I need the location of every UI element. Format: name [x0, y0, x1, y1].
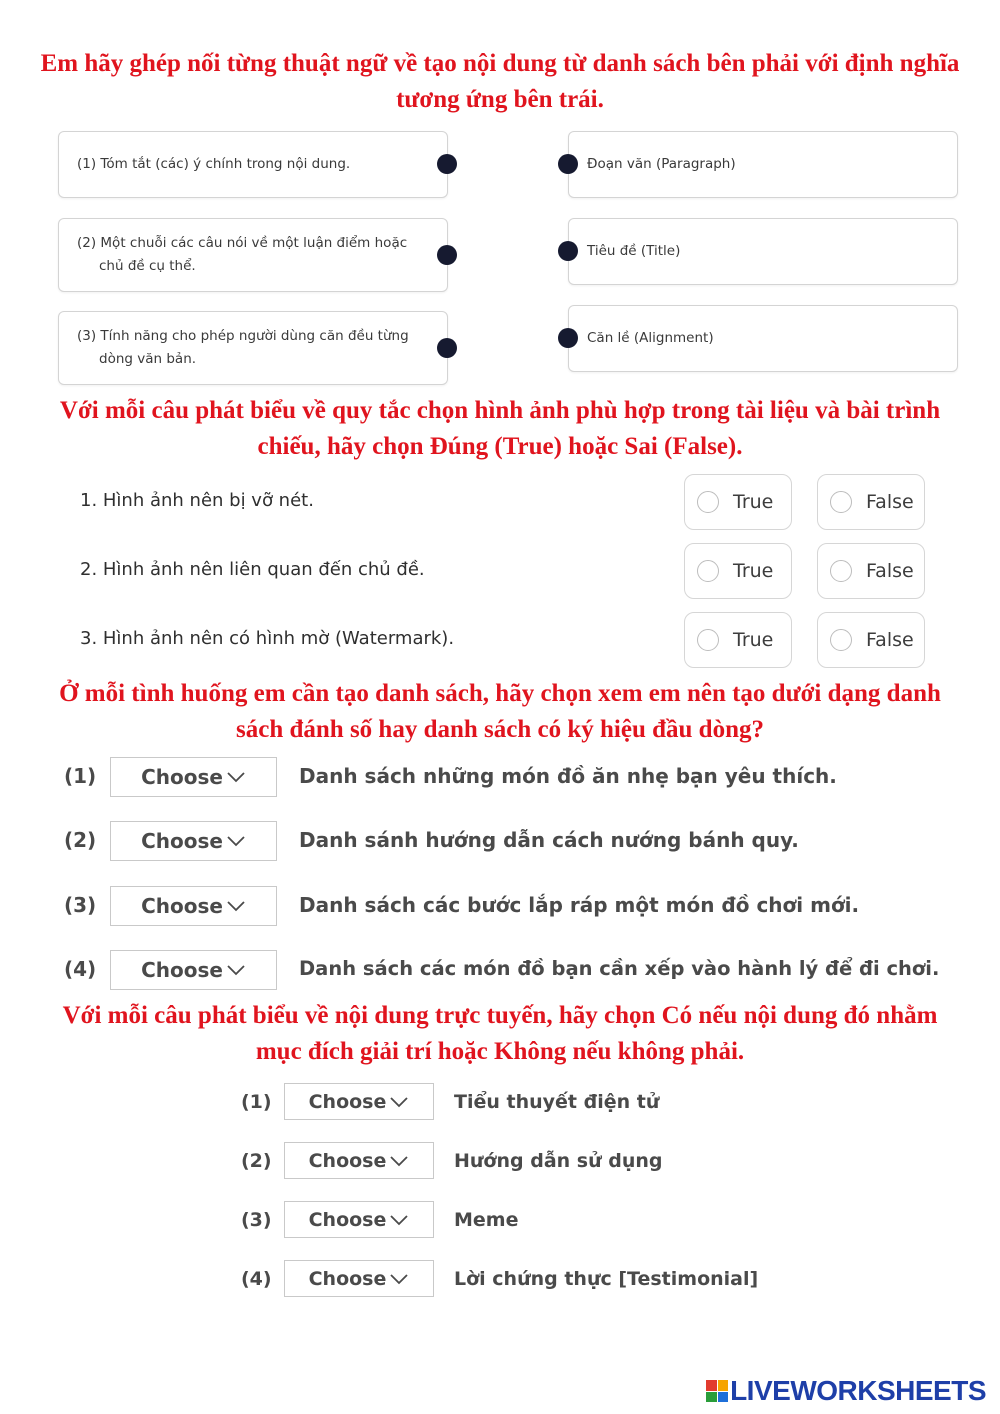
false-label: False	[866, 629, 914, 651]
item-text: Lời chứng thực [Testimonial]	[454, 1268, 759, 1290]
choose-dropdown-2[interactable]	[110, 821, 277, 861]
item-number: (4)	[64, 957, 97, 981]
tf-statement-2: 2. Hình ảnh nên liên quan đến chủ đề.	[80, 559, 425, 580]
section3-heading: Ở mỗi tình huống em cần tạo danh sách, hãy chọn xem em nên tạo dưới dạng danh sách đánh số hay danh sách có ký hiệu đầu dòng?	[59, 680, 941, 743]
radio-icon	[697, 629, 719, 651]
choose-dropdown-4[interactable]	[110, 950, 277, 990]
match-right-text: Căn lề (Alignment)	[587, 330, 714, 346]
match-right-item-1[interactable]	[568, 131, 958, 198]
true-button-2[interactable]	[684, 543, 792, 599]
match-left-text: (1) Tóm tắt (các) ý chính trong nội dung.	[77, 156, 351, 172]
chevron-down-icon	[389, 1272, 409, 1286]
item-number: (1)	[64, 764, 97, 788]
true-button-1[interactable]	[684, 474, 792, 530]
chevron-down-icon	[226, 899, 246, 913]
item-text: Tiểu thuyết điện tử	[454, 1091, 660, 1113]
logo-square	[718, 1392, 729, 1403]
logo-square	[706, 1392, 717, 1403]
radio-icon	[830, 491, 852, 513]
choose-label: Choose	[141, 765, 223, 789]
item-number: (4)	[241, 1268, 272, 1290]
match-left-item-2[interactable]	[58, 218, 448, 292]
radio-icon	[830, 560, 852, 582]
match-left-dot-3[interactable]	[437, 338, 457, 358]
item-number: (2)	[241, 1150, 272, 1172]
true-label: True	[733, 491, 774, 513]
chevron-down-icon	[389, 1154, 409, 1168]
match-left-item-3[interactable]	[58, 311, 448, 385]
choose-dropdown-6[interactable]	[284, 1142, 434, 1179]
item-text: Danh sách những món đồ ăn nhẹ bạn yêu thích.	[299, 764, 837, 788]
true-label: True	[733, 560, 774, 582]
item-number: (3)	[241, 1209, 272, 1231]
choose-dropdown-7[interactable]	[284, 1201, 434, 1238]
true-label: True	[733, 629, 774, 651]
choose-label: Choose	[308, 1149, 387, 1172]
false-label: False	[866, 560, 914, 582]
item-text: Danh sách các bước lắp ráp một món đồ chơi mới.	[299, 893, 860, 917]
match-right-text: Đoạn văn (Paragraph)	[587, 156, 736, 172]
choose-label: Choose	[141, 894, 223, 918]
false-button-3[interactable]	[817, 612, 925, 668]
radio-icon	[697, 491, 719, 513]
logo-mark-icon	[706, 1380, 728, 1402]
logo-square	[706, 1380, 717, 1391]
match-right-text: Tiêu đề (Title)	[587, 243, 681, 259]
false-label: False	[866, 491, 914, 513]
match-left-text: (3) Tính năng cho phép người dùng căn đều từng dòng văn bản.	[77, 328, 409, 367]
radio-icon	[830, 629, 852, 651]
match-left-dot-2[interactable]	[437, 245, 457, 265]
item-number: (1)	[241, 1091, 272, 1113]
logo-text: LIVEWORKSHEETS	[730, 1375, 986, 1406]
chevron-down-icon	[389, 1095, 409, 1109]
item-number: (3)	[64, 893, 97, 917]
false-button-1[interactable]	[817, 474, 925, 530]
choose-dropdown-3[interactable]	[110, 886, 277, 926]
match-right-item-3[interactable]	[568, 305, 958, 372]
choose-label: Choose	[141, 829, 223, 853]
section4-heading: Với mỗi câu phát biểu về nội dung trực tuyến, hãy chọn Có nếu nội dung đó nhằm mục đích giải trí hoặc Không nếu không phải.	[62, 1002, 938, 1065]
liveworksheets-logo	[706, 1374, 986, 1408]
chevron-down-icon	[389, 1213, 409, 1227]
false-button-2[interactable]	[817, 543, 925, 599]
match-right-item-2[interactable]	[568, 218, 958, 285]
match-right-dot-3[interactable]	[558, 328, 578, 348]
item-number: (2)	[64, 828, 97, 852]
item-text: Meme	[454, 1209, 519, 1231]
choose-dropdown-1[interactable]	[110, 757, 277, 797]
tf-statement-1: 1. Hình ảnh nên bị vỡ nét.	[80, 490, 314, 511]
choose-label: Choose	[308, 1090, 387, 1113]
tf-statement-3: 3. Hình ảnh nên có hình mờ (Watermark).	[80, 628, 455, 649]
item-text: Hướng dẫn sử dụng	[454, 1150, 663, 1172]
choose-label: Choose	[141, 958, 223, 982]
logo-square	[718, 1380, 729, 1391]
section1-heading: Em hãy ghép nối từng thuật ngữ về tạo nội dung từ danh sách bên phải với định nghĩa tương ứng bên trái.	[40, 50, 960, 113]
match-right-dot-1[interactable]	[558, 154, 578, 174]
choose-dropdown-5[interactable]	[284, 1083, 434, 1120]
match-left-item-1[interactable]	[58, 131, 448, 198]
chevron-down-icon	[226, 963, 246, 977]
section2-heading: Với mỗi câu phát biểu về quy tắc chọn hình ảnh phù hợp trong tài liệu và bài trình chiếu, hãy chọn Đúng (True) hoặc Sai (False).	[59, 397, 941, 460]
choose-label: Choose	[308, 1267, 387, 1290]
true-button-3[interactable]	[684, 612, 792, 668]
match-left-text: (2) Một chuỗi các câu nói về một luận điểm hoặc chủ đề cụ thể.	[77, 235, 408, 274]
match-right-dot-2[interactable]	[558, 241, 578, 261]
item-text: Danh sánh hướng dẫn cách nướng bánh quy.	[299, 828, 799, 852]
chevron-down-icon	[226, 770, 246, 784]
item-text: Danh sách các món đồ bạn cần xếp vào hành lý để đi chơi.	[299, 957, 940, 980]
match-left-dot-1[interactable]	[437, 154, 457, 174]
choose-dropdown-8[interactable]	[284, 1260, 434, 1297]
chevron-down-icon	[226, 834, 246, 848]
choose-label: Choose	[308, 1208, 387, 1231]
radio-icon	[697, 560, 719, 582]
